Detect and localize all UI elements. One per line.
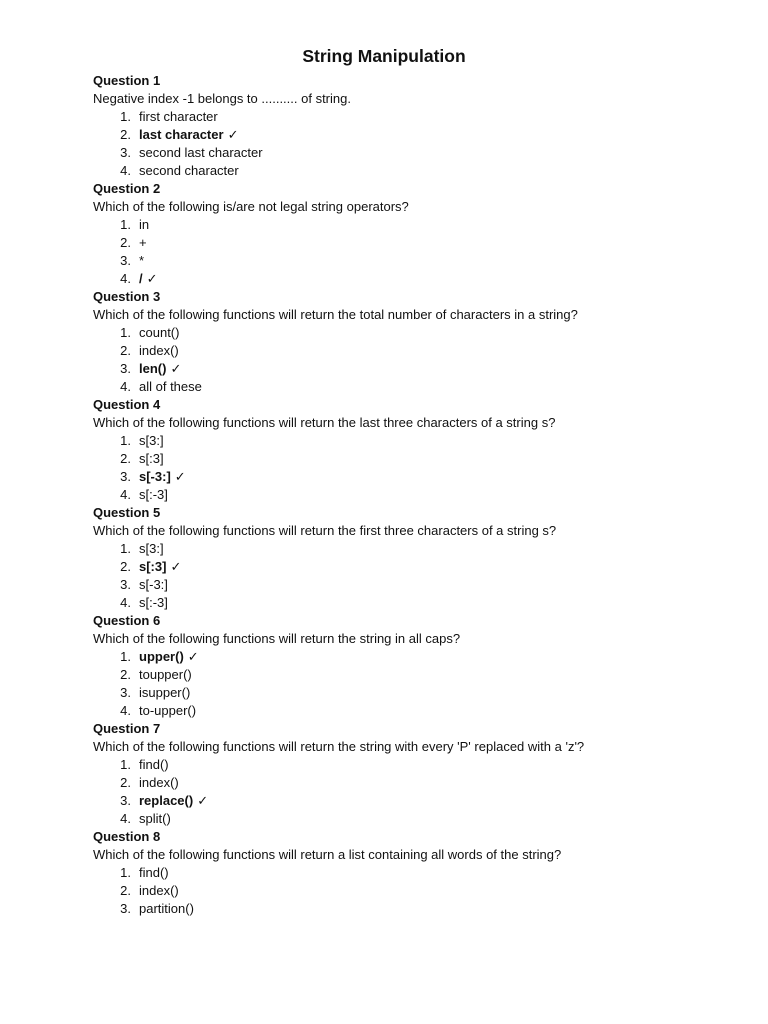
option-list xyxy=(93,864,733,918)
page-title: String Manipulation xyxy=(302,46,466,66)
question-block xyxy=(93,288,733,396)
option-text: s[3:] xyxy=(139,433,164,448)
option-text: s[:-3] xyxy=(139,487,168,502)
checkmark-icon: ✓ xyxy=(170,361,182,376)
option-list xyxy=(93,432,733,504)
option-text: isupper() xyxy=(139,685,191,700)
question-text: Negative index -1 belongs to .......... of string. xyxy=(93,91,351,106)
answer-option xyxy=(93,144,733,162)
correct-answer-option xyxy=(93,558,733,576)
option-number: 4. xyxy=(120,487,131,502)
option-text: in xyxy=(139,217,150,232)
option-text: s[:3] xyxy=(139,559,167,574)
question-block xyxy=(93,504,733,612)
option-text: toupper() xyxy=(139,667,192,682)
option-text: s[:-3] xyxy=(139,595,168,610)
answer-option xyxy=(93,864,733,882)
document-page xyxy=(93,44,733,918)
answer-option xyxy=(93,234,733,252)
question-text: Which of the following is/are not legal string operators? xyxy=(93,199,409,214)
question-text: Which of the following functions will return the total number of characters in a string? xyxy=(93,307,578,322)
option-number: 4. xyxy=(120,703,131,718)
option-number: 1. xyxy=(120,757,131,772)
answer-option xyxy=(93,774,733,792)
option-number: 1. xyxy=(120,109,131,124)
answer-option xyxy=(93,594,733,612)
correct-answer-option xyxy=(93,468,733,486)
checkmark-icon: ✓ xyxy=(174,469,186,484)
question-label: Question 6 xyxy=(93,613,161,628)
option-number: 3. xyxy=(120,361,131,376)
answer-option xyxy=(93,252,733,270)
question-block xyxy=(93,72,733,180)
answer-option xyxy=(93,900,733,918)
option-text: s[-3:] xyxy=(139,469,171,484)
option-text: count() xyxy=(139,325,180,340)
question-block xyxy=(93,612,733,720)
question-label: Question 8 xyxy=(93,829,161,844)
option-text: upper() xyxy=(139,649,184,664)
option-number: 2. xyxy=(120,667,131,682)
correct-answer-option xyxy=(93,792,733,810)
option-text: second last character xyxy=(139,145,263,160)
option-number: 1. xyxy=(120,325,131,340)
checkmark-icon: ✓ xyxy=(227,127,239,142)
question-text: Which of the following functions will return the string in all caps? xyxy=(93,631,461,646)
option-list xyxy=(93,324,733,396)
answer-option xyxy=(93,108,733,126)
option-text: s[:3] xyxy=(139,451,164,466)
option-number: 4. xyxy=(120,379,131,394)
answer-option xyxy=(93,882,733,900)
question-block xyxy=(93,396,733,504)
option-number: 2. xyxy=(120,775,131,790)
question-label: Question 2 xyxy=(93,181,161,196)
option-list xyxy=(93,648,733,720)
option-number: 2. xyxy=(120,451,131,466)
answer-option xyxy=(93,486,733,504)
answer-option xyxy=(93,684,733,702)
checkmark-icon: ✓ xyxy=(146,271,158,286)
option-text: first character xyxy=(139,109,218,124)
option-text: index() xyxy=(139,883,179,898)
question-block xyxy=(93,180,733,288)
checkmark-icon: ✓ xyxy=(197,793,209,808)
option-number: 3. xyxy=(120,253,131,268)
answer-option xyxy=(93,432,733,450)
correct-answer-option xyxy=(93,126,733,144)
question-text: Which of the following functions will return the string with every 'P' replaced with a 'z'? xyxy=(93,739,585,754)
option-text: + xyxy=(139,235,147,250)
option-number: 3. xyxy=(120,469,131,484)
option-text: s[3:] xyxy=(139,541,164,556)
answer-option xyxy=(93,666,733,684)
option-text: find() xyxy=(139,757,169,772)
option-text: last character xyxy=(139,127,224,142)
option-text: s[-3:] xyxy=(139,577,168,592)
option-number: 4. xyxy=(120,595,131,610)
correct-answer-option xyxy=(93,360,733,378)
option-number: 1. xyxy=(120,217,131,232)
question-text: Which of the following functions will return the last three characters of a string s? xyxy=(93,415,556,430)
question-block xyxy=(93,720,733,828)
option-number: 2. xyxy=(120,235,131,250)
answer-option xyxy=(93,378,733,396)
option-text: to-upper() xyxy=(139,703,197,718)
checkmark-icon: ✓ xyxy=(187,649,199,664)
option-number: 4. xyxy=(120,811,131,826)
option-text: index() xyxy=(139,775,179,790)
answer-option xyxy=(93,342,733,360)
option-number: 1. xyxy=(120,541,131,556)
question-label: Question 3 xyxy=(93,289,161,304)
question-list xyxy=(93,72,733,918)
answer-option xyxy=(93,576,733,594)
option-number: 3. xyxy=(120,577,131,592)
question-label: Question 7 xyxy=(93,721,161,736)
option-number: 4. xyxy=(120,271,131,286)
question-text: Which of the following functions will return a list containing all words of the string? xyxy=(93,847,562,862)
option-number: 3. xyxy=(120,685,131,700)
question-label: Question 4 xyxy=(93,397,161,412)
answer-option xyxy=(93,216,733,234)
option-number: 3. xyxy=(120,901,131,916)
option-number: 3. xyxy=(120,145,131,160)
question-label: Question 1 xyxy=(93,73,161,88)
option-number: 2. xyxy=(120,559,131,574)
option-text: all of these xyxy=(139,379,202,394)
option-text: * xyxy=(139,253,145,268)
option-text: find() xyxy=(139,865,169,880)
answer-option xyxy=(93,450,733,468)
option-number: 3. xyxy=(120,793,131,808)
option-number: 1. xyxy=(120,433,131,448)
answer-option xyxy=(93,324,733,342)
answer-option xyxy=(93,756,733,774)
option-list xyxy=(93,540,733,612)
option-text: partition() xyxy=(139,901,194,916)
option-number: 2. xyxy=(120,343,131,358)
correct-answer-option xyxy=(93,270,733,288)
option-number: 1. xyxy=(120,649,131,664)
option-text: / xyxy=(139,271,143,286)
option-text: index() xyxy=(139,343,179,358)
question-label: Question 5 xyxy=(93,505,161,520)
question-block xyxy=(93,828,733,918)
correct-answer-option xyxy=(93,648,733,666)
answer-option xyxy=(93,540,733,558)
option-list xyxy=(93,756,733,828)
option-text: second character xyxy=(139,163,239,178)
option-number: 1. xyxy=(120,865,131,880)
option-text: len() xyxy=(139,361,167,376)
checkmark-icon: ✓ xyxy=(170,559,182,574)
option-number: 2. xyxy=(120,127,131,142)
option-number: 2. xyxy=(120,883,131,898)
question-text: Which of the following functions will return the first three characters of a string s? xyxy=(93,523,557,538)
option-text: split() xyxy=(139,811,171,826)
option-number: 4. xyxy=(120,163,131,178)
option-list xyxy=(93,216,733,288)
answer-option xyxy=(93,810,733,828)
option-text: replace() xyxy=(139,793,194,808)
answer-option xyxy=(93,702,733,720)
answer-option xyxy=(93,162,733,180)
option-list xyxy=(93,108,733,180)
